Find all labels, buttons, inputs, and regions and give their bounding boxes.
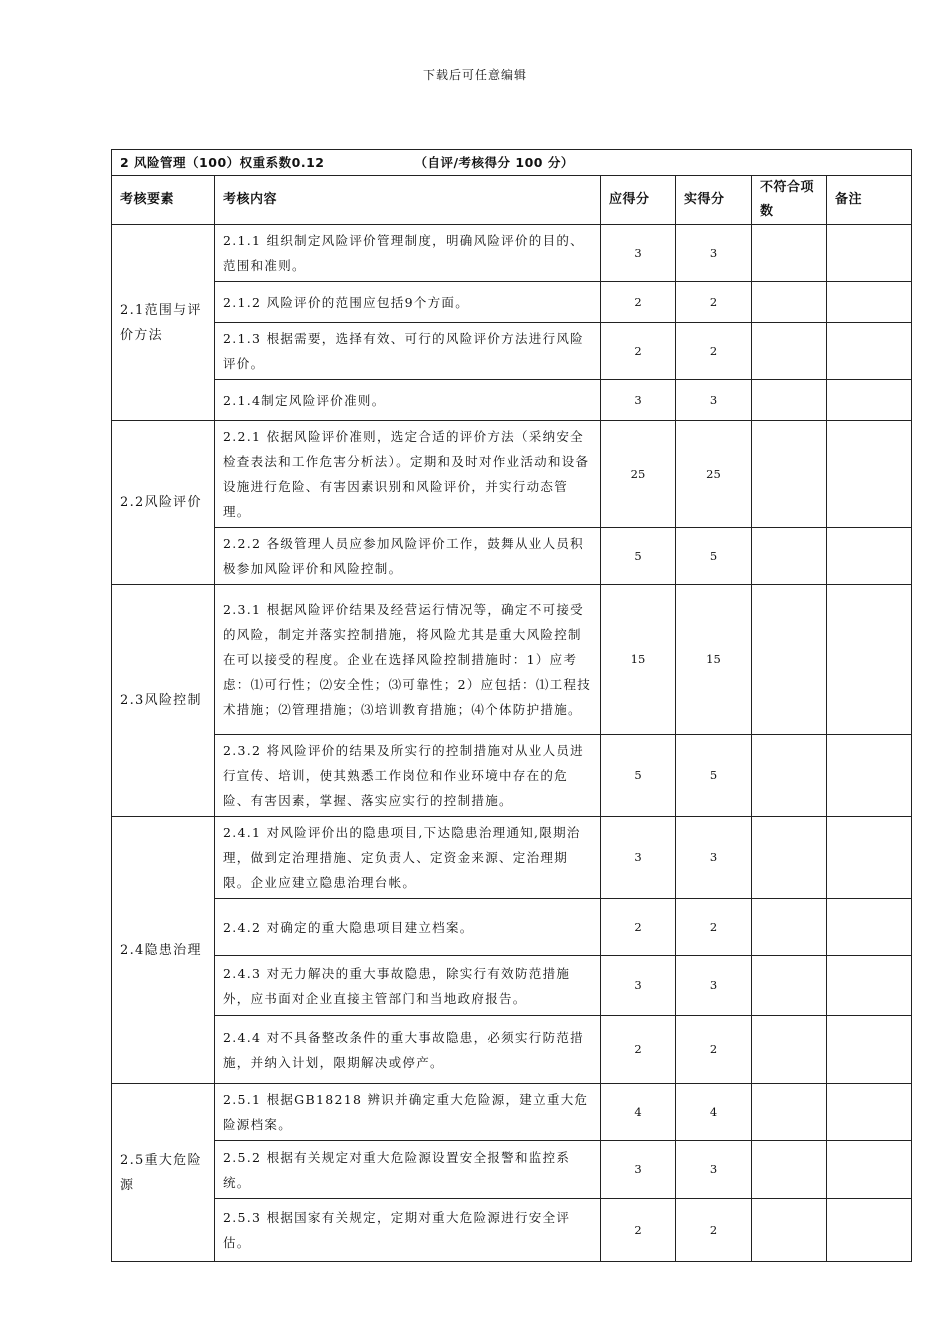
col-header-nonconforming-count: 不符合项数 — [752, 176, 827, 225]
remarks-cell — [827, 1141, 912, 1199]
actual-score-cell: 3 — [676, 225, 752, 282]
table-row — [112, 421, 912, 528]
nonconforming-cell — [752, 956, 827, 1016]
due-score-cell: 5 — [601, 528, 676, 585]
table-row — [112, 817, 912, 899]
due-score-cell: 3 — [601, 956, 676, 1016]
content-cell: 2.4.1 对风险评价出的隐患项目,下达隐患治理通知,限期治理，做到定治理措施、定负责人、定资金来源、定治理期限。企业应建立隐患治理台帐。 — [215, 817, 601, 899]
actual-score-cell: 2 — [676, 323, 752, 380]
content-cell: 2.1.2 风险评价的范围应包括9个方面。 — [215, 282, 601, 323]
table-title-row — [112, 150, 912, 176]
due-score-cell: 3 — [601, 225, 676, 282]
due-score-cell: 5 — [601, 735, 676, 817]
content-cell: 2.4.4 对不具备整改条件的重大事故隐患，必须实行防范措施，并纳入计划，限期解决或停产。 — [215, 1016, 601, 1084]
content-cell: 2.3.2 将风险评价的结果及所实行的控制措施对从业人员进行宣传、培训，使其熟悉工作岗位和作业环境中存在的危险、有害因素，掌握、落实应实行的控制措施。 — [215, 735, 601, 817]
remarks-cell — [827, 956, 912, 1016]
actual-score-cell: 5 — [676, 528, 752, 585]
col-header-actual-score: 实得分 — [676, 176, 752, 225]
element-cell: 2.5重大危险源 — [112, 1084, 215, 1262]
table-title — [112, 150, 912, 176]
due-score-cell: 3 — [601, 380, 676, 421]
remarks-cell — [827, 323, 912, 380]
download-note: 下载后可任意编辑 — [422, 68, 527, 82]
title-left: 2 风险管理（100）权重系数0.12 — [120, 155, 325, 170]
table-row — [112, 899, 912, 956]
remarks-cell — [827, 225, 912, 282]
column-header-row — [112, 176, 912, 225]
table-row — [112, 1016, 912, 1084]
actual-score-cell: 15 — [676, 585, 752, 735]
nonconforming-cell — [752, 225, 827, 282]
col-header-element: 考核要素 — [112, 176, 215, 225]
col-header-due-score: 应得分 — [601, 176, 676, 225]
col-header-content: 考核内容 — [215, 176, 601, 225]
due-score-cell: 2 — [601, 899, 676, 956]
remarks-cell — [827, 899, 912, 956]
nonconforming-cell — [752, 528, 827, 585]
actual-score-cell: 3 — [676, 380, 752, 421]
table-row — [112, 956, 912, 1016]
nonconforming-cell — [752, 1199, 827, 1262]
table-row — [112, 323, 912, 380]
nonconforming-cell — [752, 899, 827, 956]
element-cell: 2.1范围与评价方法 — [112, 225, 215, 421]
actual-score-cell: 3 — [676, 817, 752, 899]
actual-score-cell: 2 — [676, 282, 752, 323]
actual-score-cell: 2 — [676, 899, 752, 956]
due-score-cell: 2 — [601, 1016, 676, 1084]
nonconforming-cell — [752, 323, 827, 380]
remarks-cell — [827, 528, 912, 585]
content-cell: 2.2.1 依据风险评价准则，选定合适的评价方法（采纳安全检查表法和工作危害分析法）。定期和及时对作业活动和设备设施进行危险、有害因素识别和风险评价，并实行动态管理。 — [215, 421, 601, 528]
table-row — [112, 282, 912, 323]
remarks-cell — [827, 735, 912, 817]
table-row — [112, 380, 912, 421]
actual-score-cell: 2 — [676, 1199, 752, 1262]
nonconforming-cell — [752, 380, 827, 421]
remarks-cell — [827, 282, 912, 323]
assessment-table — [111, 149, 912, 1262]
element-cell: 2.2风险评价 — [112, 421, 215, 585]
content-cell: 2.5.1 根据GB18218 辨识并确定重大危险源，建立重大危险源档案。 — [215, 1084, 601, 1141]
table-row — [112, 528, 912, 585]
due-score-cell: 4 — [601, 1084, 676, 1141]
actual-score-cell: 2 — [676, 1016, 752, 1084]
title-right: （自评/考核得分 100 分） — [414, 155, 574, 170]
nonconforming-cell — [752, 1016, 827, 1084]
content-cell: 2.3.1 根据风险评价结果及经营运行情况等，确定不可接受的风险，制定并落实控制措施，将风险尤其是重大风险控制在可以接受的程度。企业在选择风险控制措施时：1）应考虑：⑴可行性；⑵安全性；⑶可靠性；2）应包括：⑴工程技术措施；⑵管理措施；⑶培训教育措施；⑷个体防护措施。 — [215, 585, 601, 735]
table-row — [112, 225, 912, 282]
content-cell: 2.5.2 根据有关规定对重大危险源设置安全报警和监控系统。 — [215, 1141, 601, 1199]
content-cell: 2.1.4制定风险评价准则。 — [215, 380, 601, 421]
due-score-cell: 25 — [601, 421, 676, 528]
remarks-cell — [827, 585, 912, 735]
nonconforming-cell — [752, 421, 827, 528]
due-score-cell: 3 — [601, 817, 676, 899]
table-row — [112, 585, 912, 735]
table-row — [112, 1199, 912, 1262]
due-score-cell: 2 — [601, 1199, 676, 1262]
actual-score-cell: 3 — [676, 1141, 752, 1199]
nonconforming-cell — [752, 585, 827, 735]
content-cell: 2.1.3 根据需要，选择有效、可行的风险评价方法进行风险评价。 — [215, 323, 601, 380]
nonconforming-cell — [752, 1141, 827, 1199]
remarks-cell — [827, 1016, 912, 1084]
due-score-cell: 3 — [601, 1141, 676, 1199]
remarks-cell — [827, 421, 912, 528]
due-score-cell: 15 — [601, 585, 676, 735]
table-row — [112, 735, 912, 817]
col-header-remarks: 备注 — [827, 176, 912, 225]
due-score-cell: 2 — [601, 282, 676, 323]
table-row — [112, 1141, 912, 1199]
content-cell: 2.2.2 各级管理人员应参加风险评价工作，鼓舞从业人员积极参加风险评价和风险控制。 — [215, 528, 601, 585]
nonconforming-cell — [752, 1084, 827, 1141]
table-row — [112, 1084, 912, 1141]
remarks-cell — [827, 817, 912, 899]
actual-score-cell: 4 — [676, 1084, 752, 1141]
element-cell: 2.4隐患治理 — [112, 817, 215, 1084]
element-cell: 2.3风险控制 — [112, 585, 215, 817]
due-score-cell: 2 — [601, 323, 676, 380]
nonconforming-cell — [752, 817, 827, 899]
actual-score-cell: 25 — [676, 421, 752, 528]
content-cell: 2.4.3 对无力解决的重大事故隐患，除实行有效防范措施外，应书面对企业直接主管部门和当地政府报告。 — [215, 956, 601, 1016]
nonconforming-cell — [752, 282, 827, 323]
actual-score-cell: 3 — [676, 956, 752, 1016]
actual-score-cell: 5 — [676, 735, 752, 817]
remarks-cell — [827, 1199, 912, 1262]
remarks-cell — [827, 380, 912, 421]
nonconforming-cell — [752, 735, 827, 817]
remarks-cell — [827, 1084, 912, 1141]
content-cell: 2.4.2 对确定的重大隐患项目建立档案。 — [215, 899, 601, 956]
content-cell: 2.5.3 根据国家有关规定，定期对重大危险源进行安全评估。 — [215, 1199, 601, 1262]
content-cell: 2.1.1 组织制定风险评价管理制度，明确风险评价的目的、范围和准则。 — [215, 225, 601, 282]
